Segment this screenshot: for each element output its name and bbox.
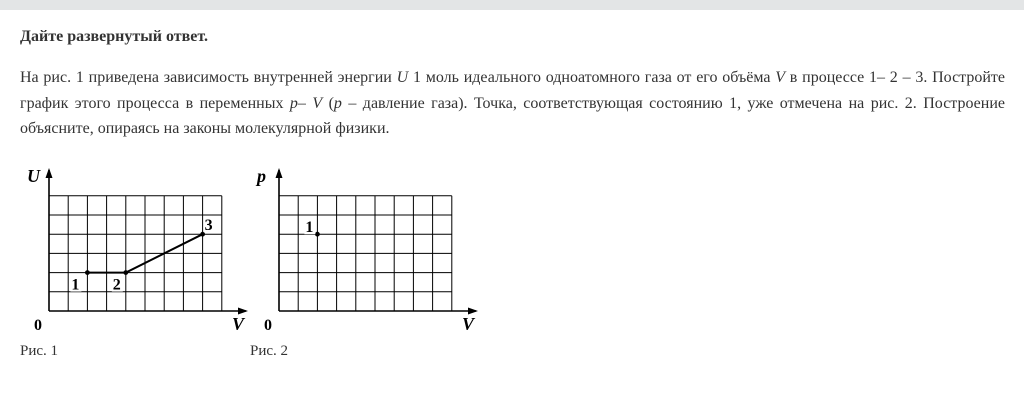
- task-text-part: в процессе 1– 2 – 3. Постройте график этого процесса в переменных: [20, 69, 1006, 112]
- figure-2-graph: [250, 160, 500, 340]
- task-text-part: (: [322, 94, 334, 112]
- y-axis-arrow: [276, 168, 283, 178]
- symbol-pv: p– V: [289, 94, 323, 112]
- state-label-1: 1: [71, 276, 80, 294]
- y-axis-label: U: [27, 166, 40, 186]
- grid: [279, 196, 452, 311]
- figure-1-caption: Рис. 1: [20, 343, 59, 359]
- task-text-part: – давление газа). Точка, соответствующая состоянию 1, уже отмечена на рис. 2. Построение объясните, опираясь на законы молекулярной физики.: [20, 94, 1006, 137]
- state-label-3: 3: [204, 217, 213, 235]
- origin-label: 0: [34, 317, 42, 334]
- task-text: [20, 65, 1005, 142]
- state-label-1: 1: [305, 219, 314, 237]
- state-label-2: 2: [112, 276, 121, 294]
- y-axis-label: p: [257, 166, 266, 186]
- task-heading: Дайте развернутый ответ.: [20, 28, 208, 45]
- top-bar: [0, 0, 1024, 10]
- figure-2: [250, 160, 500, 340]
- y-axis-arrow: [46, 168, 53, 178]
- symbol-v: V: [775, 69, 786, 86]
- x-axis-label: V: [232, 314, 245, 334]
- figure-1: [20, 160, 270, 340]
- state-point-1: [315, 232, 320, 237]
- figure-2-caption: Рис. 2: [250, 343, 289, 359]
- state-point-1: [85, 270, 90, 275]
- figure-1-graph: [20, 160, 270, 340]
- origin-label: 0: [264, 317, 272, 334]
- symbol-u: U: [396, 69, 409, 86]
- task-text-part: 1 моль идеального одноатомного газа от его объёма: [408, 69, 776, 86]
- x-axis-label: V: [462, 314, 475, 334]
- task-text-part: На рис. 1 приведена зависимость внутренней энергии: [20, 69, 397, 86]
- grid: [49, 196, 222, 311]
- state-point-2: [123, 270, 128, 275]
- symbol-p: p: [333, 94, 342, 112]
